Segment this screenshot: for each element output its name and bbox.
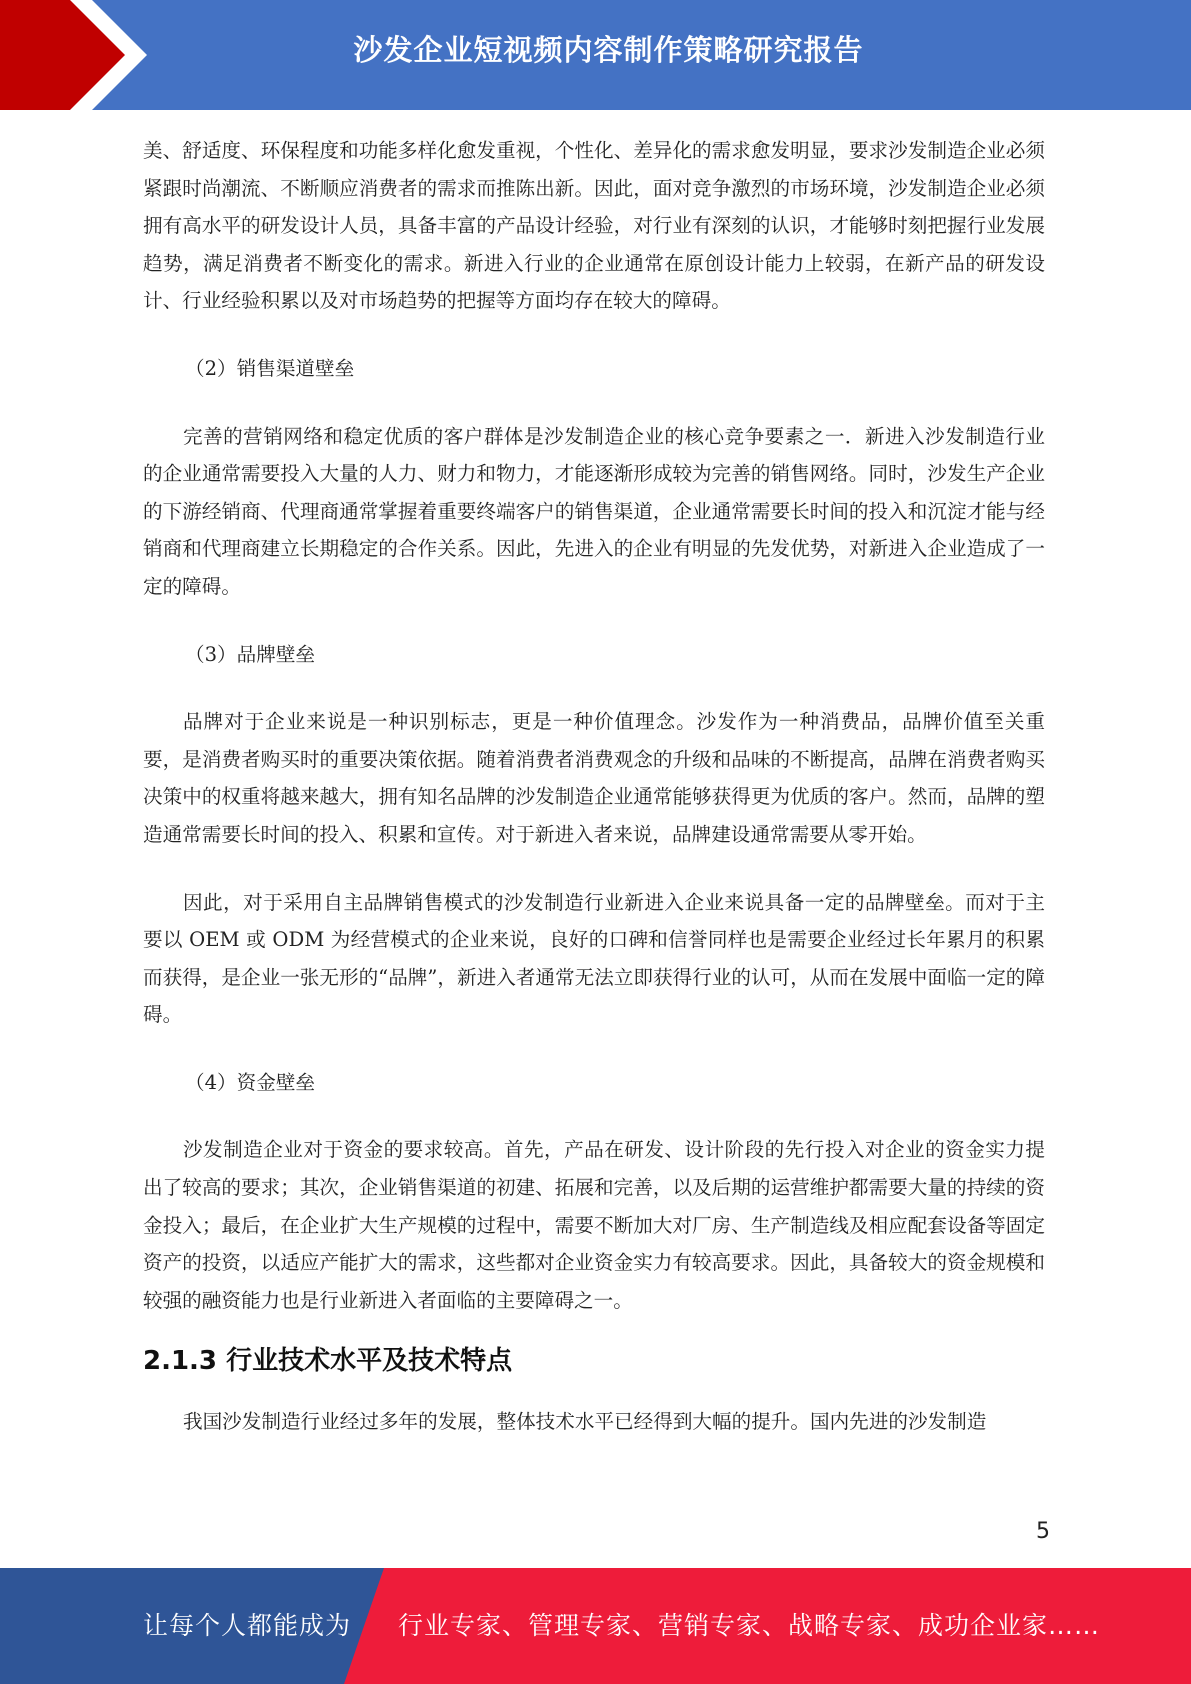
page-number: 5	[1036, 1519, 1050, 1544]
body-paragraph: 品牌对于企业来说是一种识别标志，更是一种价值理念。沙发作为一种消费品，品牌价值至关重要，是消费者购买时的重要决策依据。随着消费者消费观念的升级和品味的不断提高，品牌在消费者购买决策中的权重将越来越大，拥有知名品牌的沙发制造企业通常能够获得更为优质的客户。然而，品牌的塑造通常需要长时间的投入、积累和宣传。对于新进入者来说，品牌建设通常需要从零开始。	[143, 710, 1045, 846]
subsection-heading: （2）销售渠道壁垒	[185, 356, 355, 380]
subsection-heading: （3）品牌壁垒	[185, 642, 316, 666]
section-heading: 2.1.3 行业技术水平及技术特点	[143, 1346, 513, 1377]
body-paragraph: 因此，对于采用自主品牌销售模式的沙发制造行业新进入企业来说具备一定的品牌壁垒。而对于主要以 OEM 或 ODM 为经营模式的企业来说，良好的口碑和信誉同样也是需要企业经过长年累月的积累而获得，是企业一张无形的“品牌”，新进入者通常无法立即获得行业的认可，从而在发展中面临一定的障碍。	[143, 890, 1045, 1027]
footer-slogan-right: 行业专家、管理专家、营销专家、战略专家、成功企业家……	[398, 1611, 1101, 1640]
body-paragraph: 我国沙发制造行业经过多年的发展，整体技术水平已经得到大幅的提升。国内先进的沙发制造	[183, 1410, 987, 1434]
footer-slogan-left: 让每个人都能成为	[143, 1611, 352, 1640]
subsection-heading: （4）资金壁垒	[185, 1070, 316, 1094]
body-paragraph: 美、舒适度、环保程度和功能多样化愈发重视，个性化、差异化的需求愈发明显，要求沙发制造企业必须紧跟时尚潮流、不断顺应消费者的需求而推陈出新。因此，面对竞争激烈的市场环境，沙发制造企业必须拥有高水平的研发设计人员，具备丰富的产品设计经验，对行业有深刻的认识，才能够时刻把握行业发展趋势，满足消费者不断变化的需求。新进入行业的企业通常在原创设计能力上较弱，在新产品的研发设计、行业经验积累以及对市场趋势的把握等方面均存在较大的障碍。	[143, 139, 1045, 313]
page-header	[0, 0, 1191, 110]
page-footer	[0, 1568, 1191, 1684]
report-title: 沙发企业短视频内容制作策略研究报告	[353, 33, 864, 67]
body-paragraph: 沙发制造企业对于资金的要求较高。首先，产品在研发、设计阶段的先行投入对企业的资金实力提出了较高的要求；其次，企业销售渠道的初建、拓展和完善，以及后期的运营维护都需要大量的持续的资金投入；最后，在企业扩大生产规模的过程中，需要不断加大对厂房、生产制造线及相应配套设备等固定资产的投资，以适应产能扩大的需求，这些都对企业资金实力有较高要求。因此，具备较大的资金规模和较强的融资能力也是行业新进入者面临的主要障碍之一。	[143, 1138, 1045, 1312]
body-paragraph: 完善的营销网络和稳定优质的客户群体是沙发制造企业的核心竞争要素之一．新进入沙发制造行业的企业通常需要投入大量的人力、财力和物力，才能逐渐形成较为完善的销售网络。同时，沙发生产企业的下游经销商、代理商通常掌握着重要终端客户的销售渠道，企业通常需要长时间的投入和沉淀才能与经销商和代理商建立长期稳定的合作关系。因此，先进入的企业有明显的先发优势，对新进入企业造成了一定的障碍。	[143, 424, 1045, 598]
page-body	[143, 132, 1045, 1441]
